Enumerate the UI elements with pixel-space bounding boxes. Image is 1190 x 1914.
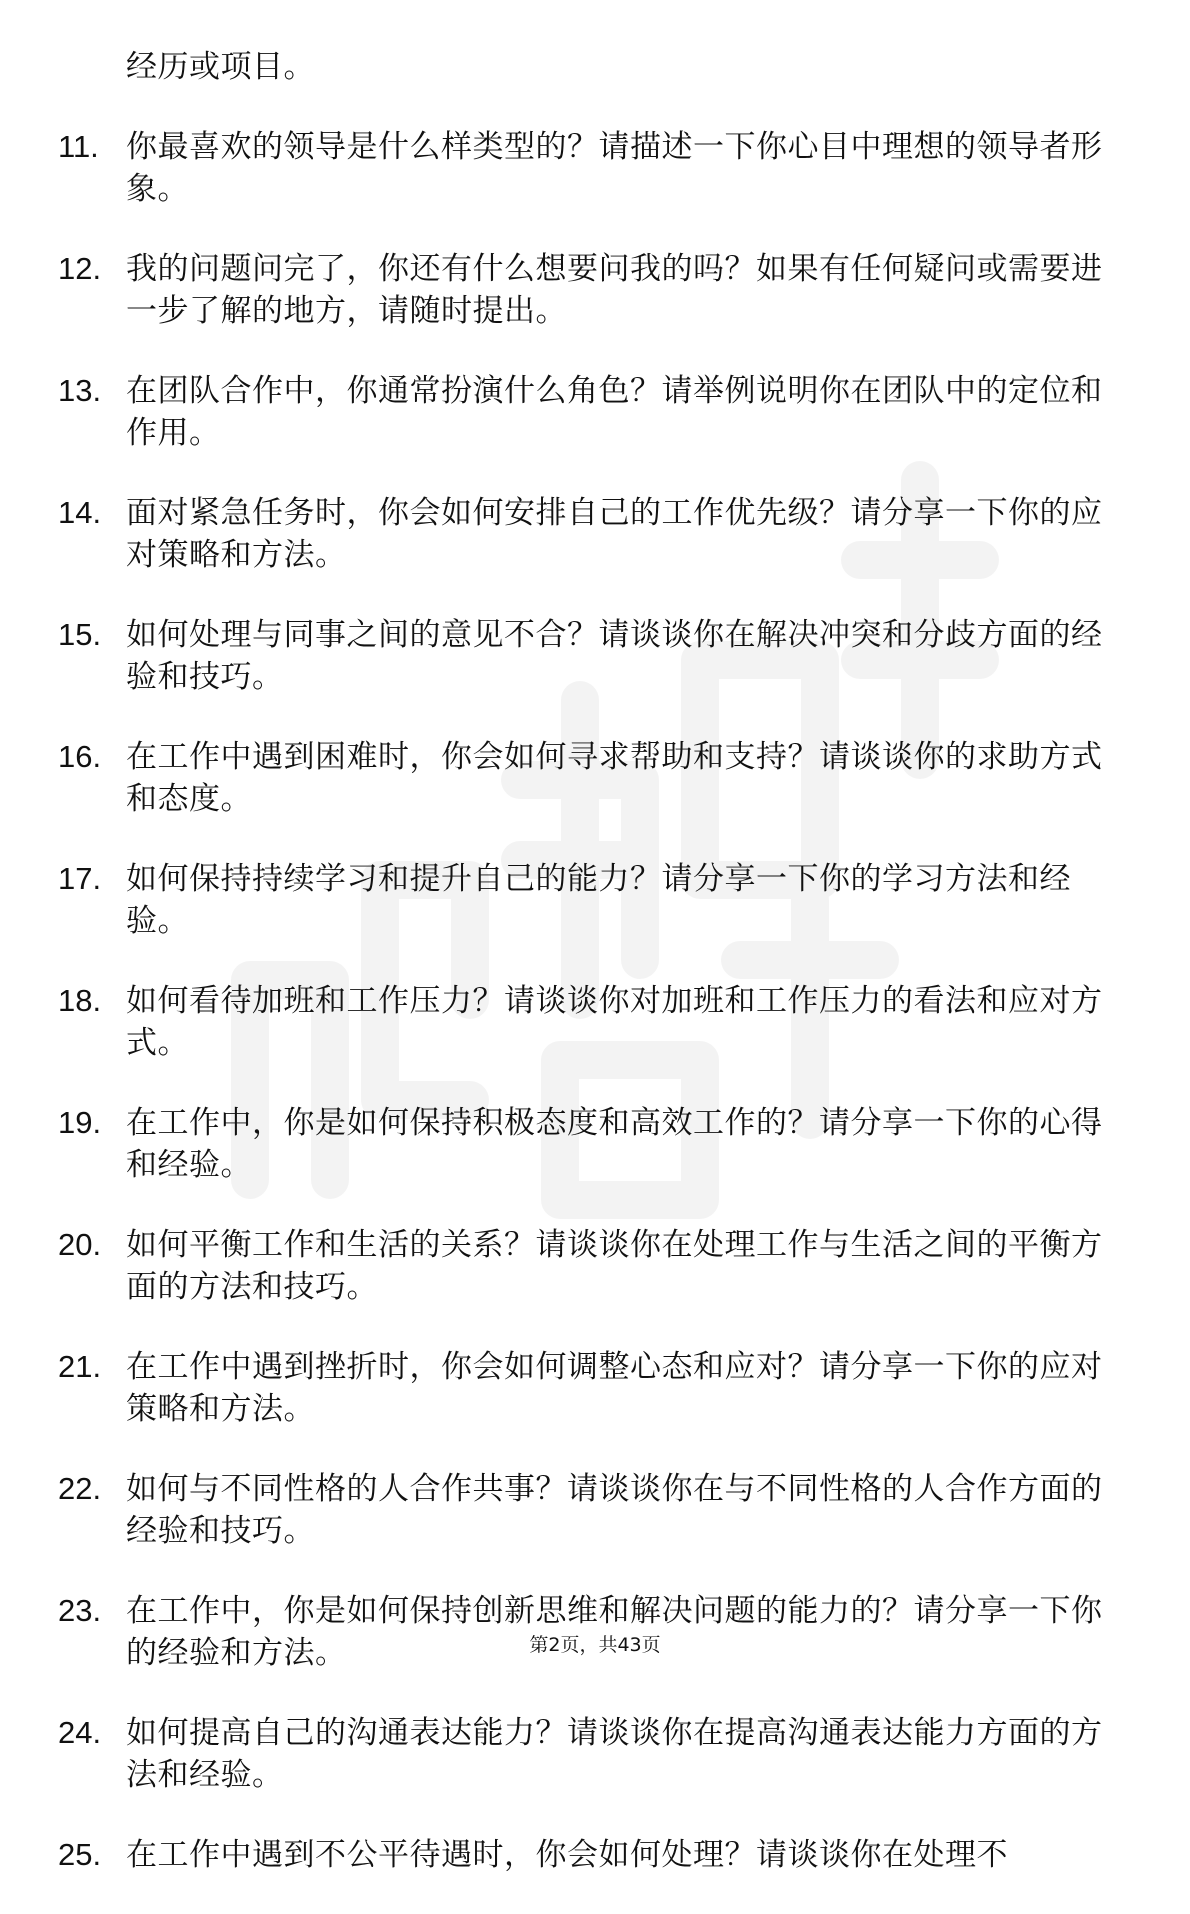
question-text: 在工作中，你是如何保持创新思维和解决问题的能力的？请分享一下你的经验和方法。 <box>126 1593 1103 1671</box>
question-text: 如何看待加班和工作压力？请谈谈你对加班和工作压力的看法和应对方式。 <box>126 983 1103 1061</box>
question-text: 面对紧急任务时，你会如何安排自己的工作优先级？请分享一下你的应对策略和方法。 <box>126 495 1103 573</box>
question-item <box>58 248 1118 332</box>
question-text: 在工作中遇到挫折时，你会如何调整心态和应对？请分享一下你的应对策略和方法。 <box>126 1349 1103 1427</box>
question-number: 21. <box>58 1349 102 1384</box>
question-text: 如何提高自己的沟通表达能力？请谈谈你在提高沟通表达能力方面的方法和经验。 <box>126 1715 1103 1793</box>
question-number: 22. <box>58 1471 102 1506</box>
question-item <box>58 1468 1118 1552</box>
question-text: 在工作中遇到不公平待遇时，你会如何处理？请谈谈你在处理不 <box>126 1837 1008 1873</box>
question-number: 20. <box>58 1227 102 1262</box>
question-item <box>58 1346 1118 1430</box>
question-number: 19. <box>58 1105 102 1140</box>
question-item <box>58 858 1118 942</box>
question-text: 如何平衡工作和生活的关系？请谈谈你在处理工作与生活之间的平衡方面的方法和技巧。 <box>126 1227 1103 1305</box>
question-item <box>58 736 1118 820</box>
question-text: 如何处理与同事之间的意见不合？请谈谈你在解决冲突和分歧方面的经验和技巧。 <box>126 617 1103 695</box>
question-text: 如何与不同性格的人合作共事？请谈谈你在与不同性格的人合作方面的经验和技巧。 <box>126 1471 1103 1549</box>
question-number: 17. <box>58 861 102 896</box>
question-number: 18. <box>58 983 102 1018</box>
question-item <box>58 126 1118 210</box>
question-item <box>58 1590 1118 1674</box>
question-number: 14. <box>58 495 102 530</box>
question-number: 15. <box>58 617 102 652</box>
question-text: 在工作中，你是如何保持积极态度和高效工作的？请分享一下你的心得和经验。 <box>126 1105 1103 1183</box>
question-text: 你最喜欢的领导是什么样类型的？请描述一下你心目中理想的领导者形象。 <box>126 129 1103 207</box>
question-number: 25. <box>58 1837 102 1872</box>
question-text: 如何保持持续学习和提升自己的能力？请分享一下你的学习方法和经验。 <box>126 861 1071 939</box>
question-number: 12. <box>58 251 102 286</box>
question-number: 16. <box>58 739 102 774</box>
question-item <box>58 1102 1118 1186</box>
question-number: 24. <box>58 1715 102 1750</box>
question-text: 在工作中遇到困难时，你会如何寻求帮助和支持？请谈谈你的求助方式和态度。 <box>126 739 1103 817</box>
question-item <box>58 1712 1118 1796</box>
question-text: 在团队合作中，你通常扮演什么角色？请举例说明你在团队中的定位和作用。 <box>126 373 1103 451</box>
question-item <box>58 614 1118 698</box>
question-number: 23. <box>58 1593 102 1628</box>
question-item <box>58 370 1118 454</box>
page-footer: 第2页，共43页 <box>529 1634 661 1656</box>
question-number: 13. <box>58 373 102 408</box>
question-item <box>58 492 1118 576</box>
question-list <box>58 126 1118 1876</box>
question-item <box>58 980 1118 1064</box>
question-item <box>58 1224 1118 1308</box>
continuation-text: 经历或项目。 <box>126 49 315 85</box>
question-item <box>58 1834 1118 1876</box>
question-number: 11. <box>58 129 99 164</box>
question-text: 我的问题问完了，你还有什么想要问我的吗？如果有任何疑问或需要进一步了解的地方，请随时提出。 <box>126 251 1103 329</box>
